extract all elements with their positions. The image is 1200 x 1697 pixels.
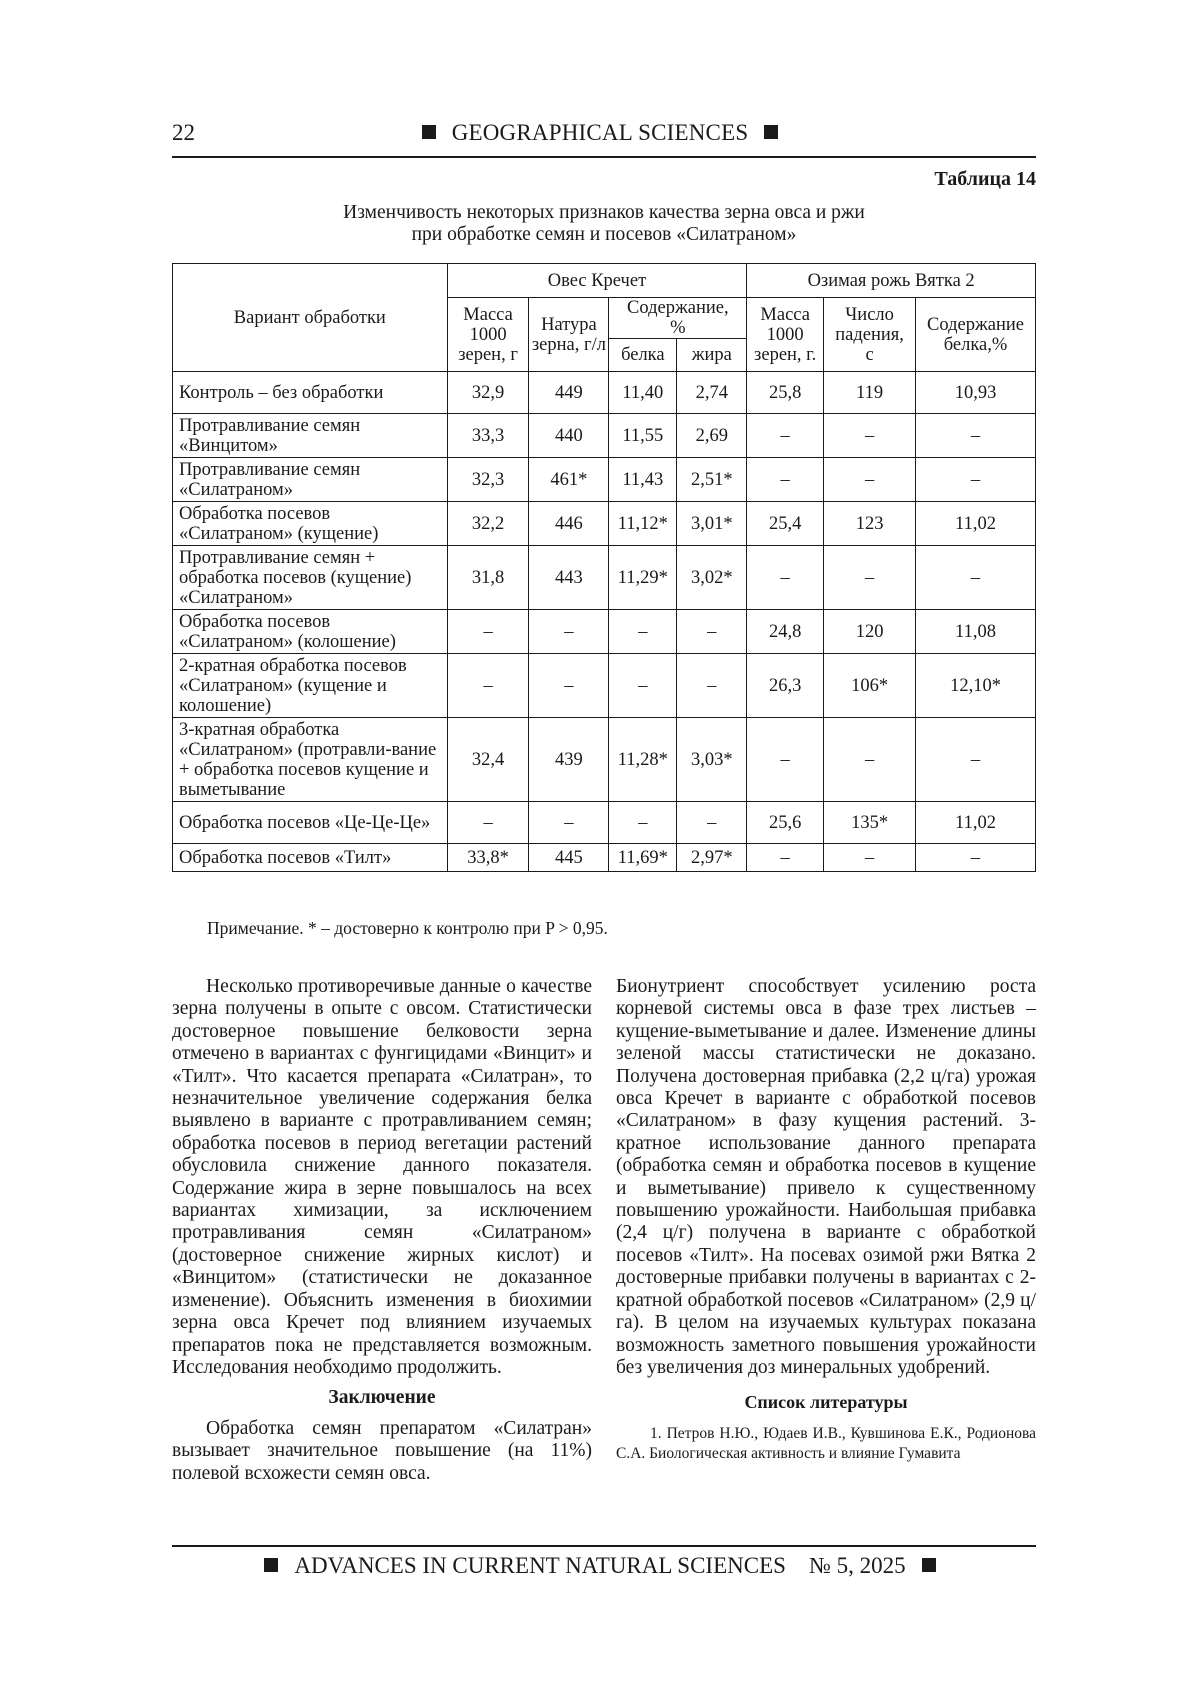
- table-cell: 443: [529, 546, 609, 610]
- row-variant-cell: Обработка посевов «Силатраном» (кущение): [173, 502, 448, 546]
- table-cell: 32,4: [447, 718, 529, 802]
- table-cell: –: [824, 844, 916, 872]
- table-cell: 10,93: [916, 372, 1036, 414]
- square-bullet-icon: [264, 1558, 278, 1572]
- table-row: [173, 458, 1036, 502]
- table-cell: 11,29*: [609, 546, 677, 610]
- table-cell: –: [916, 718, 1036, 802]
- table-cell: 11,43: [609, 458, 677, 502]
- body-paragraph: Несколько противоречивые данные о качестве зерна получены в опыте с овсом. Статистически достоверное повышение белковости зерна отмечено в вариантах с фунгицидами «Винцит» и «Тилт». Что касается препарата «Силатран», то незначительное увеличение содержания белка выявлено в варианте с протравливанием семян; обработка посевов в период вегетации растений обусловила снижение данного показателя. Содержание жира в зерне повышалось на всех вариантах химизации, за исключением протравливания семян «Силатраном» (достоверное снижение жирных кислот) и «Винцитом» (статистически не доказанное изменение). Объяснить изменения в биохимии зерна овса Кречет под влиянием изучаемых препаратов пока не представляется возможным. Исследования необходимо продолжить.: [172, 976, 592, 1378]
- table-cell: –: [529, 802, 609, 844]
- table-cell: 3,02*: [677, 546, 747, 610]
- table-cell: –: [447, 654, 529, 718]
- table-cell: –: [609, 802, 677, 844]
- table-cell: 11,12*: [609, 502, 677, 546]
- table-cell: 445: [529, 844, 609, 872]
- row-variant-cell: 2-кратная обработка посевов «Силатраном» (кущение и колошение): [173, 654, 448, 718]
- row-variant-cell: Протравливание семян «Винцитом»: [173, 414, 448, 458]
- table-row: [173, 844, 1036, 872]
- header-rule: [172, 156, 1036, 158]
- table-cell: –: [677, 802, 747, 844]
- table-cell: 446: [529, 502, 609, 546]
- table-cell: –: [529, 654, 609, 718]
- section-heading: Заключение: [328, 1387, 436, 1409]
- table-cell: 461*: [529, 458, 609, 502]
- header-rye-falling: Число падения, с: [824, 298, 916, 372]
- data-table: [172, 263, 1036, 872]
- journal-name: ADVANCES IN CURRENT NATURAL SCIENCES: [294, 1553, 786, 1578]
- square-bullet-icon: [764, 125, 778, 139]
- table-cell: –: [916, 546, 1036, 610]
- table-cell: 12,10*: [916, 654, 1036, 718]
- header-oats-mass: Масса 1000 зерен, г: [447, 298, 529, 372]
- table-row: [173, 610, 1036, 654]
- table-cell: –: [747, 718, 824, 802]
- table-cell: 2,74: [677, 372, 747, 414]
- table-label: Таблица 14: [934, 168, 1036, 190]
- issue-number: № 5, 2025: [808, 1553, 906, 1578]
- table-cell: –: [824, 546, 916, 610]
- table-cell: 2,51*: [677, 458, 747, 502]
- table-row: [173, 718, 1036, 802]
- journal-section-title: GEOGRAPHICAL SCIENCES: [451, 120, 749, 145]
- table-cell: 106*: [824, 654, 916, 718]
- table-caption-line: Изменчивость некоторых признаков качества зерна овса и ржи: [343, 202, 865, 223]
- header-oats-nature: Натура зерна, г/л: [529, 298, 609, 372]
- table-cell: 25,4: [747, 502, 824, 546]
- table-cell: 33,3: [447, 414, 529, 458]
- table-cell: –: [609, 610, 677, 654]
- table-caption-line: при обработке семян и посевов «Силатраном»: [411, 224, 797, 245]
- table-cell: 119: [824, 372, 916, 414]
- page-number: 22: [172, 120, 195, 145]
- table-cell: 26,3: [747, 654, 824, 718]
- table-row: [173, 414, 1036, 458]
- table-cell: 11,40: [609, 372, 677, 414]
- table-cell: –: [916, 458, 1036, 502]
- table-cell: –: [747, 844, 824, 872]
- row-variant-cell: Обработка посевов «Тилт»: [173, 844, 448, 872]
- table-cell: 11,02: [916, 502, 1036, 546]
- text-column-left: [172, 976, 592, 1485]
- row-variant-cell: Обработка посевов «Силатраном» (колошение): [173, 610, 448, 654]
- table-row: [173, 546, 1036, 610]
- header-oats-content: Содержание, %: [609, 298, 747, 339]
- table-cell: 440: [529, 414, 609, 458]
- header-group-rye: Озимая рожь Вятка 2: [747, 264, 1036, 298]
- table-cell: 32,3: [447, 458, 529, 502]
- table-cell: 32,2: [447, 502, 529, 546]
- row-variant-cell: Контроль – без обработки: [173, 372, 448, 414]
- header-group-oats: Овес Кречет: [447, 264, 747, 298]
- table-cell: –: [677, 610, 747, 654]
- table-cell: 25,6: [747, 802, 824, 844]
- table-row: [173, 654, 1036, 718]
- table-cell: –: [529, 610, 609, 654]
- table-note: Примечание. * – достоверно к контролю при P > 0,95.: [207, 918, 608, 938]
- table-cell: 439: [529, 718, 609, 802]
- table-row: [173, 802, 1036, 844]
- header-rye-mass: Масса 1000 зерен, г.: [747, 298, 824, 372]
- table-cell: 3,01*: [677, 502, 747, 546]
- square-bullet-icon: [422, 125, 436, 139]
- running-footer: [0, 1553, 1200, 1579]
- square-bullet-icon: [922, 1558, 936, 1572]
- table-cell: –: [824, 718, 916, 802]
- table-cell: –: [916, 414, 1036, 458]
- table-row: [173, 502, 1036, 546]
- row-variant-cell: Протравливание семян + обработка посевов (кущение) «Силатраном»: [173, 546, 448, 610]
- table-cell: –: [824, 458, 916, 502]
- table-cell: –: [447, 802, 529, 844]
- text-column-right: [616, 976, 1036, 1464]
- row-variant-cell: Протравливание семян «Силатраном»: [173, 458, 448, 502]
- table-cell: 11,28*: [609, 718, 677, 802]
- row-variant-cell: 3-кратная обработка «Силатраном» (протравли-вание + обработка посевов кущение и выметывание: [173, 718, 448, 802]
- table-cell: –: [824, 414, 916, 458]
- table-cell: 31,8: [447, 546, 529, 610]
- table-cell: 2,97*: [677, 844, 747, 872]
- table-cell: 24,8: [747, 610, 824, 654]
- table-cell: 33,8*: [447, 844, 529, 872]
- table-cell: –: [747, 458, 824, 502]
- table-cell: 2,69: [677, 414, 747, 458]
- table-row: [173, 372, 1036, 414]
- table-cell: 11,55: [609, 414, 677, 458]
- running-header: [0, 120, 1200, 146]
- table-cell: –: [747, 414, 824, 458]
- table-cell: 123: [824, 502, 916, 546]
- table-cell: –: [747, 546, 824, 610]
- table-cell: 11,69*: [609, 844, 677, 872]
- table-caption: [172, 202, 1036, 246]
- table-cell: 135*: [824, 802, 916, 844]
- table-cell: 120: [824, 610, 916, 654]
- body-paragraph: Обработка семян препаратом «Силатран» вызывает значительное повышение (на 11%) полевой всхожести семян овса.: [172, 1417, 592, 1484]
- table-cell: 449: [529, 372, 609, 414]
- table-cell: 11,08: [916, 610, 1036, 654]
- header-variant: Вариант обработки: [173, 264, 448, 372]
- reference-item: 1. Петров Н.Ю., Юдаев И.В., Кувшинова Е.К., Родионова С.А. Биологическая активность и влияние Гумавита: [616, 1424, 1036, 1462]
- references-heading: Список литературы: [744, 1392, 908, 1413]
- table-cell: –: [677, 654, 747, 718]
- table-cell: 3,03*: [677, 718, 747, 802]
- table-cell: 25,8: [747, 372, 824, 414]
- row-variant-cell: Обработка посевов «Це-Це-Це»: [173, 802, 448, 844]
- table-cell: 11,02: [916, 802, 1036, 844]
- table-cell: –: [916, 844, 1036, 872]
- header-rye-protein: Содержание белка,%: [916, 298, 1036, 372]
- table-cell: –: [609, 654, 677, 718]
- body-paragraph: Бионутриент способствует усилению роста корневой системы овса в фазе трех листьев – кущение-выметывание и далее. Изменение длины зеленой массы статистически не доказано. Получена достоверная прибавка (2,2 ц/га) урожая овса Кречет в варианте с обработкой посевов «Силатраном» в фазу кущения растений. 3-кратное использование данного препарата (обработка семян и обработка посевов в кущение и выметывание) привело к существенному повышению урожайности. Наибольшая прибавка (2,4 ц/г) получена в варианте с обработкой посевов «Тилт». На посевах озимой ржи Вятка 2 достоверные прибавки получены в вариантах с 2-кратной обработкой посевов «Силатраном» (2,9 ц/га). В целом на изучаемых культурах показана возможность заметного повышения урожайности без увеличения доз минеральных удобрений.: [616, 976, 1036, 1378]
- table-cell: 32,9: [447, 372, 529, 414]
- table-cell: –: [447, 610, 529, 654]
- header-oats-fat: жира: [677, 339, 747, 372]
- header-oats-protein: белка: [609, 339, 677, 372]
- footer-rule: [172, 1545, 1036, 1547]
